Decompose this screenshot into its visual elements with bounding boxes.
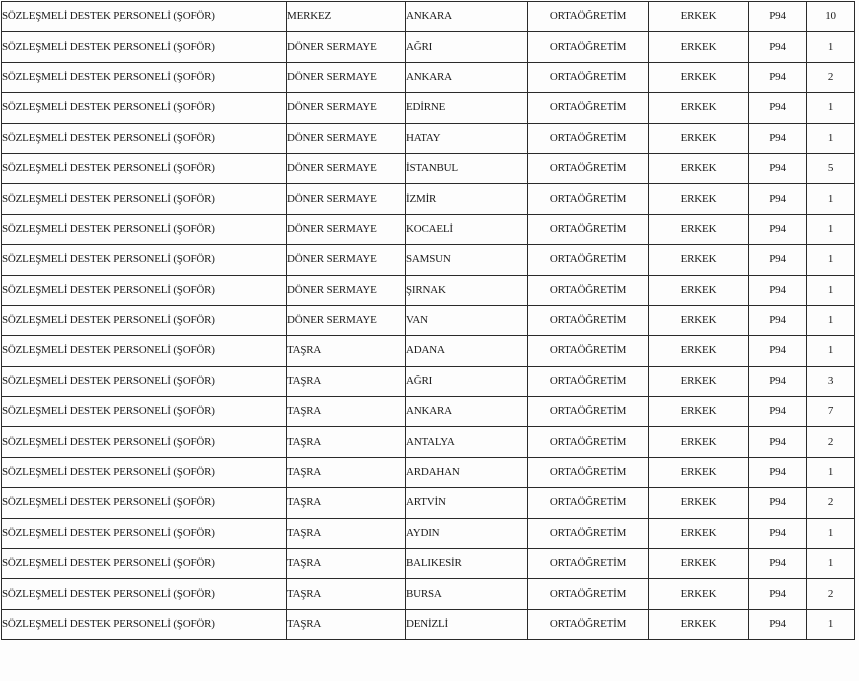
education-cell: ORTAÖĞRETİM <box>528 2 649 32</box>
education-cell: ORTAÖĞRETİM <box>528 457 649 487</box>
education-cell: ORTAÖĞRETİM <box>528 397 649 427</box>
unit-cell: DÖNER SERMAYE <box>287 123 406 153</box>
position-code-cell: P94 <box>749 579 807 609</box>
unit-cell: TAŞRA <box>287 336 406 366</box>
position-title-cell: SÖZLEŞMELİ DESTEK PERSONELİ (ŞOFÖR) <box>2 336 287 366</box>
city-cell: ARDAHAN <box>406 457 528 487</box>
count-cell: 2 <box>807 62 855 92</box>
count-cell: 7 <box>807 397 855 427</box>
education-cell: ORTAÖĞRETİM <box>528 579 649 609</box>
position-code-cell: P94 <box>749 427 807 457</box>
education-cell: ORTAÖĞRETİM <box>528 93 649 123</box>
unit-cell: TAŞRA <box>287 427 406 457</box>
gender-cell: ERKEK <box>649 184 749 214</box>
position-code-cell: P94 <box>749 488 807 518</box>
count-cell: 1 <box>807 275 855 305</box>
gender-cell: ERKEK <box>649 579 749 609</box>
city-cell: BURSA <box>406 579 528 609</box>
city-cell: AĞRI <box>406 32 528 62</box>
table-row <box>2 214 855 244</box>
position-title-cell: SÖZLEŞMELİ DESTEK PERSONELİ (ŞOFÖR) <box>2 2 287 32</box>
unit-cell: DÖNER SERMAYE <box>287 32 406 62</box>
table-row <box>2 2 855 32</box>
table-row <box>2 518 855 548</box>
city-cell: HATAY <box>406 123 528 153</box>
position-code-cell: P94 <box>749 305 807 335</box>
gender-cell: ERKEK <box>649 245 749 275</box>
position-title-cell: SÖZLEŞMELİ DESTEK PERSONELİ (ŞOFÖR) <box>2 245 287 275</box>
table-row <box>2 93 855 123</box>
gender-cell: ERKEK <box>649 609 749 639</box>
city-cell: İZMİR <box>406 184 528 214</box>
gender-cell: ERKEK <box>649 366 749 396</box>
count-cell: 1 <box>807 549 855 579</box>
position-code-cell: P94 <box>749 245 807 275</box>
education-cell: ORTAÖĞRETİM <box>528 609 649 639</box>
education-cell: ORTAÖĞRETİM <box>528 275 649 305</box>
education-cell: ORTAÖĞRETİM <box>528 62 649 92</box>
city-cell: ANKARA <box>406 2 528 32</box>
count-cell: 1 <box>807 93 855 123</box>
count-cell: 1 <box>807 518 855 548</box>
city-cell: ŞIRNAK <box>406 275 528 305</box>
position-code-cell: P94 <box>749 366 807 396</box>
count-cell: 2 <box>807 427 855 457</box>
count-cell: 1 <box>807 214 855 244</box>
education-cell: ORTAÖĞRETİM <box>528 245 649 275</box>
position-title-cell: SÖZLEŞMELİ DESTEK PERSONELİ (ŞOFÖR) <box>2 457 287 487</box>
gender-cell: ERKEK <box>649 488 749 518</box>
table-row <box>2 245 855 275</box>
unit-cell: TAŞRA <box>287 366 406 396</box>
gender-cell: ERKEK <box>649 214 749 244</box>
gender-cell: ERKEK <box>649 457 749 487</box>
table-row <box>2 579 855 609</box>
position-code-cell: P94 <box>749 275 807 305</box>
position-title-cell: SÖZLEŞMELİ DESTEK PERSONELİ (ŞOFÖR) <box>2 123 287 153</box>
gender-cell: ERKEK <box>649 336 749 366</box>
education-cell: ORTAÖĞRETİM <box>528 336 649 366</box>
position-code-cell: P94 <box>749 457 807 487</box>
position-title-cell: SÖZLEŞMELİ DESTEK PERSONELİ (ŞOFÖR) <box>2 214 287 244</box>
count-cell: 1 <box>807 32 855 62</box>
position-code-cell: P94 <box>749 184 807 214</box>
unit-cell: DÖNER SERMAYE <box>287 275 406 305</box>
gender-cell: ERKEK <box>649 549 749 579</box>
unit-cell: DÖNER SERMAYE <box>287 305 406 335</box>
city-cell: AĞRI <box>406 366 528 396</box>
count-cell: 3 <box>807 366 855 396</box>
count-cell: 5 <box>807 153 855 183</box>
city-cell: ARTVİN <box>406 488 528 518</box>
table-row <box>2 366 855 396</box>
position-title-cell: SÖZLEŞMELİ DESTEK PERSONELİ (ŞOFÖR) <box>2 397 287 427</box>
table-row <box>2 32 855 62</box>
table-row <box>2 153 855 183</box>
unit-cell: TAŞRA <box>287 397 406 427</box>
positions-table <box>1 1 855 640</box>
city-cell: EDİRNE <box>406 93 528 123</box>
position-title-cell: SÖZLEŞMELİ DESTEK PERSONELİ (ŞOFÖR) <box>2 32 287 62</box>
count-cell: 1 <box>807 305 855 335</box>
count-cell: 1 <box>807 457 855 487</box>
gender-cell: ERKEK <box>649 62 749 92</box>
position-title-cell: SÖZLEŞMELİ DESTEK PERSONELİ (ŞOFÖR) <box>2 427 287 457</box>
education-cell: ORTAÖĞRETİM <box>528 427 649 457</box>
unit-cell: DÖNER SERMAYE <box>287 62 406 92</box>
education-cell: ORTAÖĞRETİM <box>528 184 649 214</box>
position-code-cell: P94 <box>749 62 807 92</box>
count-cell: 1 <box>807 184 855 214</box>
unit-cell: TAŞRA <box>287 488 406 518</box>
position-title-cell: SÖZLEŞMELİ DESTEK PERSONELİ (ŞOFÖR) <box>2 549 287 579</box>
count-cell: 1 <box>807 336 855 366</box>
table-row <box>2 305 855 335</box>
education-cell: ORTAÖĞRETİM <box>528 488 649 518</box>
gender-cell: ERKEK <box>649 427 749 457</box>
city-cell: ANKARA <box>406 397 528 427</box>
position-title-cell: SÖZLEŞMELİ DESTEK PERSONELİ (ŞOFÖR) <box>2 366 287 396</box>
city-cell: ANKARA <box>406 62 528 92</box>
education-cell: ORTAÖĞRETİM <box>528 214 649 244</box>
count-cell: 2 <box>807 579 855 609</box>
unit-cell: TAŞRA <box>287 518 406 548</box>
table-row <box>2 397 855 427</box>
position-title-cell: SÖZLEŞMELİ DESTEK PERSONELİ (ŞOFÖR) <box>2 62 287 92</box>
education-cell: ORTAÖĞRETİM <box>528 32 649 62</box>
unit-cell: TAŞRA <box>287 549 406 579</box>
count-cell: 1 <box>807 123 855 153</box>
table-row <box>2 62 855 92</box>
position-code-cell: P94 <box>749 214 807 244</box>
position-code-cell: P94 <box>749 153 807 183</box>
education-cell: ORTAÖĞRETİM <box>528 153 649 183</box>
education-cell: ORTAÖĞRETİM <box>528 305 649 335</box>
city-cell: ADANA <box>406 336 528 366</box>
unit-cell: TAŞRA <box>287 457 406 487</box>
position-title-cell: SÖZLEŞMELİ DESTEK PERSONELİ (ŞOFÖR) <box>2 305 287 335</box>
city-cell: DENİZLİ <box>406 609 528 639</box>
position-title-cell: SÖZLEŞMELİ DESTEK PERSONELİ (ŞOFÖR) <box>2 153 287 183</box>
position-code-cell: P94 <box>749 93 807 123</box>
position-code-cell: P94 <box>749 518 807 548</box>
gender-cell: ERKEK <box>649 305 749 335</box>
table-row <box>2 488 855 518</box>
count-cell: 2 <box>807 488 855 518</box>
table-row <box>2 457 855 487</box>
unit-cell: DÖNER SERMAYE <box>287 93 406 123</box>
education-cell: ORTAÖĞRETİM <box>528 366 649 396</box>
position-title-cell: SÖZLEŞMELİ DESTEK PERSONELİ (ŞOFÖR) <box>2 518 287 548</box>
position-code-cell: P94 <box>749 397 807 427</box>
unit-cell: DÖNER SERMAYE <box>287 245 406 275</box>
count-cell: 1 <box>807 609 855 639</box>
gender-cell: ERKEK <box>649 153 749 183</box>
table-row <box>2 184 855 214</box>
position-title-cell: SÖZLEŞMELİ DESTEK PERSONELİ (ŞOFÖR) <box>2 93 287 123</box>
gender-cell: ERKEK <box>649 123 749 153</box>
unit-cell: DÖNER SERMAYE <box>287 214 406 244</box>
position-code-cell: P94 <box>749 336 807 366</box>
city-cell: ANTALYA <box>406 427 528 457</box>
unit-cell: TAŞRA <box>287 609 406 639</box>
count-cell: 10 <box>807 2 855 32</box>
city-cell: VAN <box>406 305 528 335</box>
gender-cell: ERKEK <box>649 397 749 427</box>
table-row <box>2 123 855 153</box>
table-row <box>2 609 855 639</box>
gender-cell: ERKEK <box>649 2 749 32</box>
position-code-cell: P94 <box>749 123 807 153</box>
gender-cell: ERKEK <box>649 32 749 62</box>
position-code-cell: P94 <box>749 549 807 579</box>
unit-cell: MERKEZ <box>287 2 406 32</box>
city-cell: İSTANBUL <box>406 153 528 183</box>
position-title-cell: SÖZLEŞMELİ DESTEK PERSONELİ (ŞOFÖR) <box>2 579 287 609</box>
table-row <box>2 275 855 305</box>
gender-cell: ERKEK <box>649 93 749 123</box>
city-cell: SAMSUN <box>406 245 528 275</box>
unit-cell: DÖNER SERMAYE <box>287 184 406 214</box>
city-cell: KOCAELİ <box>406 214 528 244</box>
gender-cell: ERKEK <box>649 518 749 548</box>
position-title-cell: SÖZLEŞMELİ DESTEK PERSONELİ (ŞOFÖR) <box>2 184 287 214</box>
unit-cell: TAŞRA <box>287 579 406 609</box>
position-code-cell: P94 <box>749 32 807 62</box>
position-title-cell: SÖZLEŞMELİ DESTEK PERSONELİ (ŞOFÖR) <box>2 488 287 518</box>
education-cell: ORTAÖĞRETİM <box>528 518 649 548</box>
unit-cell: DÖNER SERMAYE <box>287 153 406 183</box>
positions-table-body <box>2 2 855 640</box>
table-row <box>2 336 855 366</box>
table-row <box>2 427 855 457</box>
education-cell: ORTAÖĞRETİM <box>528 123 649 153</box>
table-row <box>2 549 855 579</box>
education-cell: ORTAÖĞRETİM <box>528 549 649 579</box>
position-code-cell: P94 <box>749 2 807 32</box>
city-cell: BALIKESİR <box>406 549 528 579</box>
gender-cell: ERKEK <box>649 275 749 305</box>
count-cell: 1 <box>807 245 855 275</box>
position-title-cell: SÖZLEŞMELİ DESTEK PERSONELİ (ŞOFÖR) <box>2 275 287 305</box>
position-title-cell: SÖZLEŞMELİ DESTEK PERSONELİ (ŞOFÖR) <box>2 609 287 639</box>
city-cell: AYDIN <box>406 518 528 548</box>
position-code-cell: P94 <box>749 609 807 639</box>
